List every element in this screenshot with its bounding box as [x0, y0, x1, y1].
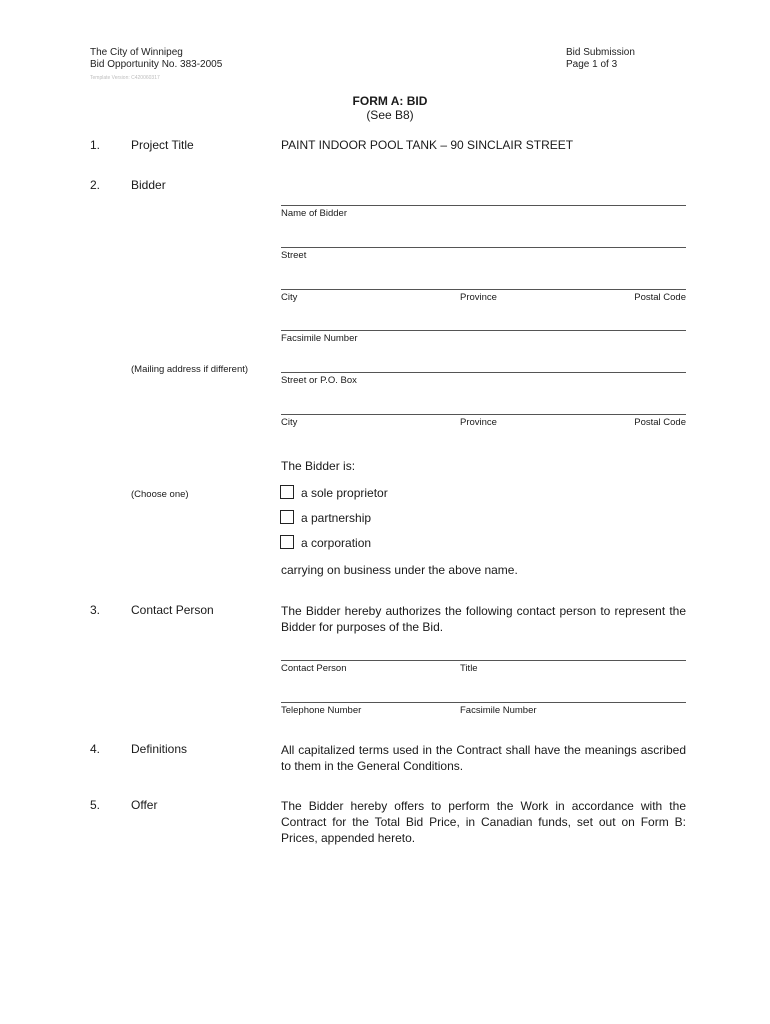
name-of-bidder-field[interactable]	[281, 205, 686, 206]
section-3-number: 3.	[90, 603, 101, 617]
project-title-value: PAINT INDOOR POOL TANK – 90 SINCLAIR STREET	[281, 138, 574, 152]
bidder-is-text: The Bidder is:	[281, 459, 356, 473]
telephone-label: Telephone Number	[281, 705, 362, 716]
header-template-version: Template Version: C420060317	[90, 75, 160, 81]
partnership-checkbox[interactable]	[280, 510, 294, 524]
postal-code-label: Postal Code	[634, 292, 686, 303]
title-label: Title	[460, 663, 478, 674]
section-3-label: Contact Person	[131, 603, 214, 617]
form-subtitle: (See B8)	[366, 108, 414, 122]
sole-proprietor-label: a sole proprietor	[301, 486, 388, 500]
contact-person-title-field[interactable]	[281, 660, 686, 661]
street-label: Street	[281, 250, 307, 261]
mailing-city-label: City	[281, 417, 298, 428]
city-label: City	[281, 292, 298, 303]
header-org: The City of Winnipeg	[90, 47, 183, 58]
offer-paragraph: The Bidder hereby offers to perform the Work in accordance with the Contract for the Total Bid Price, in Canadian funds, set out on Form B: Prices, appended hereto.	[281, 799, 686, 845]
corporation-checkbox[interactable]	[280, 535, 294, 549]
section-5-label: Offer	[131, 798, 158, 812]
mailing-postal-code-label: Postal Code	[634, 417, 686, 428]
street-field[interactable]	[281, 247, 686, 248]
header-page-number: Page 1 of 3	[566, 59, 618, 70]
section-1-label: Project Title	[131, 138, 194, 152]
mailing-address-note: (Mailing address if different)	[131, 364, 249, 375]
section-4-label: Definitions	[131, 742, 188, 756]
form-title: FORM A: BID	[352, 94, 428, 108]
telephone-facsimile-field[interactable]	[281, 702, 686, 703]
partnership-label: a partnership	[301, 511, 372, 525]
contact-facsimile-label: Facsimile Number	[460, 705, 537, 716]
header-right-title: Bid Submission	[566, 47, 635, 58]
street-po-label: Street or P.O. Box	[281, 375, 357, 386]
section-1-number: 1.	[90, 138, 101, 152]
header-bid-opportunity: Bid Opportunity No. 383-2005	[90, 59, 223, 70]
mailing-city-province-postal-field[interactable]	[281, 414, 686, 415]
section-4-number: 4.	[90, 742, 101, 756]
definitions-paragraph: All capitalized terms used in the Contract shall have the meanings ascribed to them in the General Conditions.	[281, 743, 686, 773]
corporation-label: a corporation	[301, 536, 372, 550]
choose-one-note: (Choose one)	[131, 489, 189, 500]
street-po-field[interactable]	[281, 372, 686, 373]
name-of-bidder-label: Name of Bidder	[281, 208, 348, 219]
section-2-number: 2.	[90, 178, 101, 192]
facsimile-label: Facsimile Number	[281, 333, 358, 344]
section-5-number: 5.	[90, 798, 101, 812]
contact-person-paragraph: The Bidder hereby authorizes the following contact person to represent the Bidder for purposes of the Bid.	[281, 604, 686, 634]
facsimile-field[interactable]	[281, 330, 686, 331]
mailing-province-label: Province	[460, 417, 497, 428]
province-label: Province	[460, 292, 497, 303]
city-province-postal-field[interactable]	[281, 289, 686, 290]
section-2-label: Bidder	[131, 178, 166, 192]
carrying-on-text: carrying on business under the above name.	[281, 563, 518, 577]
contact-person-label: Contact Person	[281, 663, 347, 674]
sole-proprietor-checkbox[interactable]	[280, 485, 294, 499]
